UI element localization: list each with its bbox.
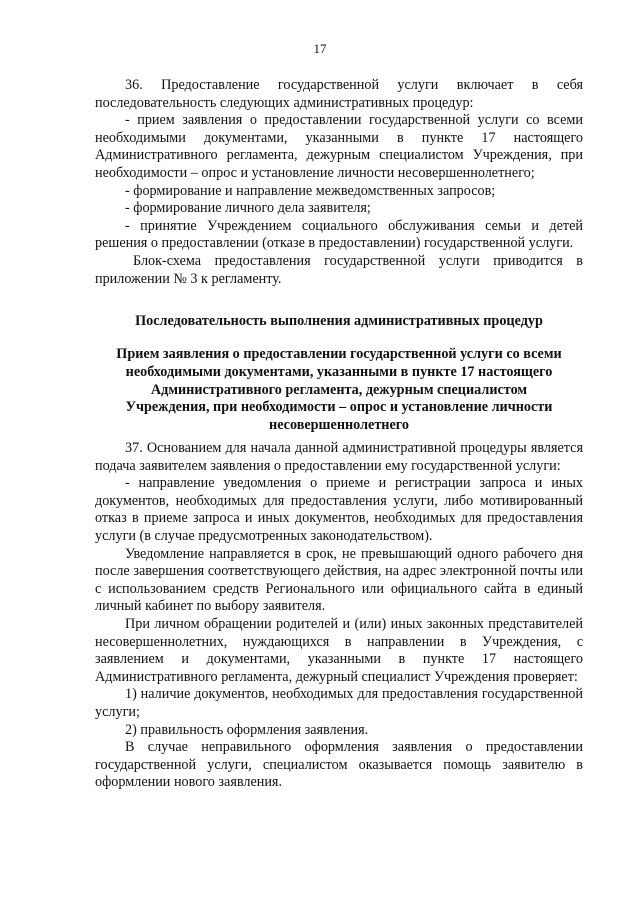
list-item: - формирование личного дела заявителя; [125, 200, 371, 217]
notice-paragraph: Уведомление направляется в срок, не превышающий одного рабочего дня после завершения соответствующего действия, на адрес электронной почты или с использованием средств Регионального или официального сайта в единый личный кабинет по выбору заявителя. [95, 545, 583, 615]
check-item: 1) наличие документов, необходимых для предоставления государственной услуги; [95, 686, 583, 720]
personal-appeal-paragraph: При личном обращении родителей и (или) иных законных представителей несовершеннолетних, нуждающихся в направлении в Учреждения, с заявлением и документами, указанными в пункте 17 настоящего Административного регламента, дежурный специалист Учреждения проверяет: [95, 615, 583, 685]
incorrect-form-paragraph: В случае неправильного оформления заявления о предоставлении государственной услуги, специалистом оказывается помощь заявителю в оформлении нового заявления. [95, 739, 583, 791]
heading-procedures: Последовательность выполнения административных процедур [135, 313, 543, 329]
section-36 [95, 77, 583, 288]
list-item: - формирование и направление межведомственных запросов; [125, 182, 496, 199]
list-item: - принятие Учреждением социального обслуживания семьи и детей решения о предоставлении (отказе в предоставлении) государственной услуги. [95, 217, 583, 252]
list-item: - прием заявления о предоставлении государственной услуги со всеми необходимыми документами, указанными в пункте 17 настоящего Административного регламента, дежурным специалистом Учреждения, при необходимости – опрос и установление личности несовершеннолетнего; [95, 112, 583, 181]
flowchart-note: Блок-схема предоставления государственной услуги приводится в приложении № 3 к регламенту. [95, 252, 583, 287]
heading-application-intake: Прием заявления о предоставлении государственной услуги со всеми необходимыми документами, указанными в пункте 17 настоящего Административного регламента, дежурным специалистом Учреждения, при необходимости – опрос и установление личности несовершеннолетнего [116, 346, 562, 434]
paragraph-37: 37. Основанием для начала данной административной процедуры является подача заявителем заявления о предоставлении ему государственной услуги: [95, 440, 583, 474]
paragraph-36: 36. Предоставление государственной услуги включает в себя последовательность следующих административных процедур: [95, 77, 583, 111]
section-37 [95, 440, 583, 792]
list-item: - направление уведомления о приеме и регистрации запроса и иных документов, необходимых для предоставления услуги, либо мотивированный отказ в приеме запроса и иных документов, необходимых для предоставления услуги (в случае предусмотренных законодательством). [95, 475, 583, 544]
page-number: 17 [313, 41, 327, 56]
check-item: 2) правильность оформления заявления. [125, 721, 369, 738]
